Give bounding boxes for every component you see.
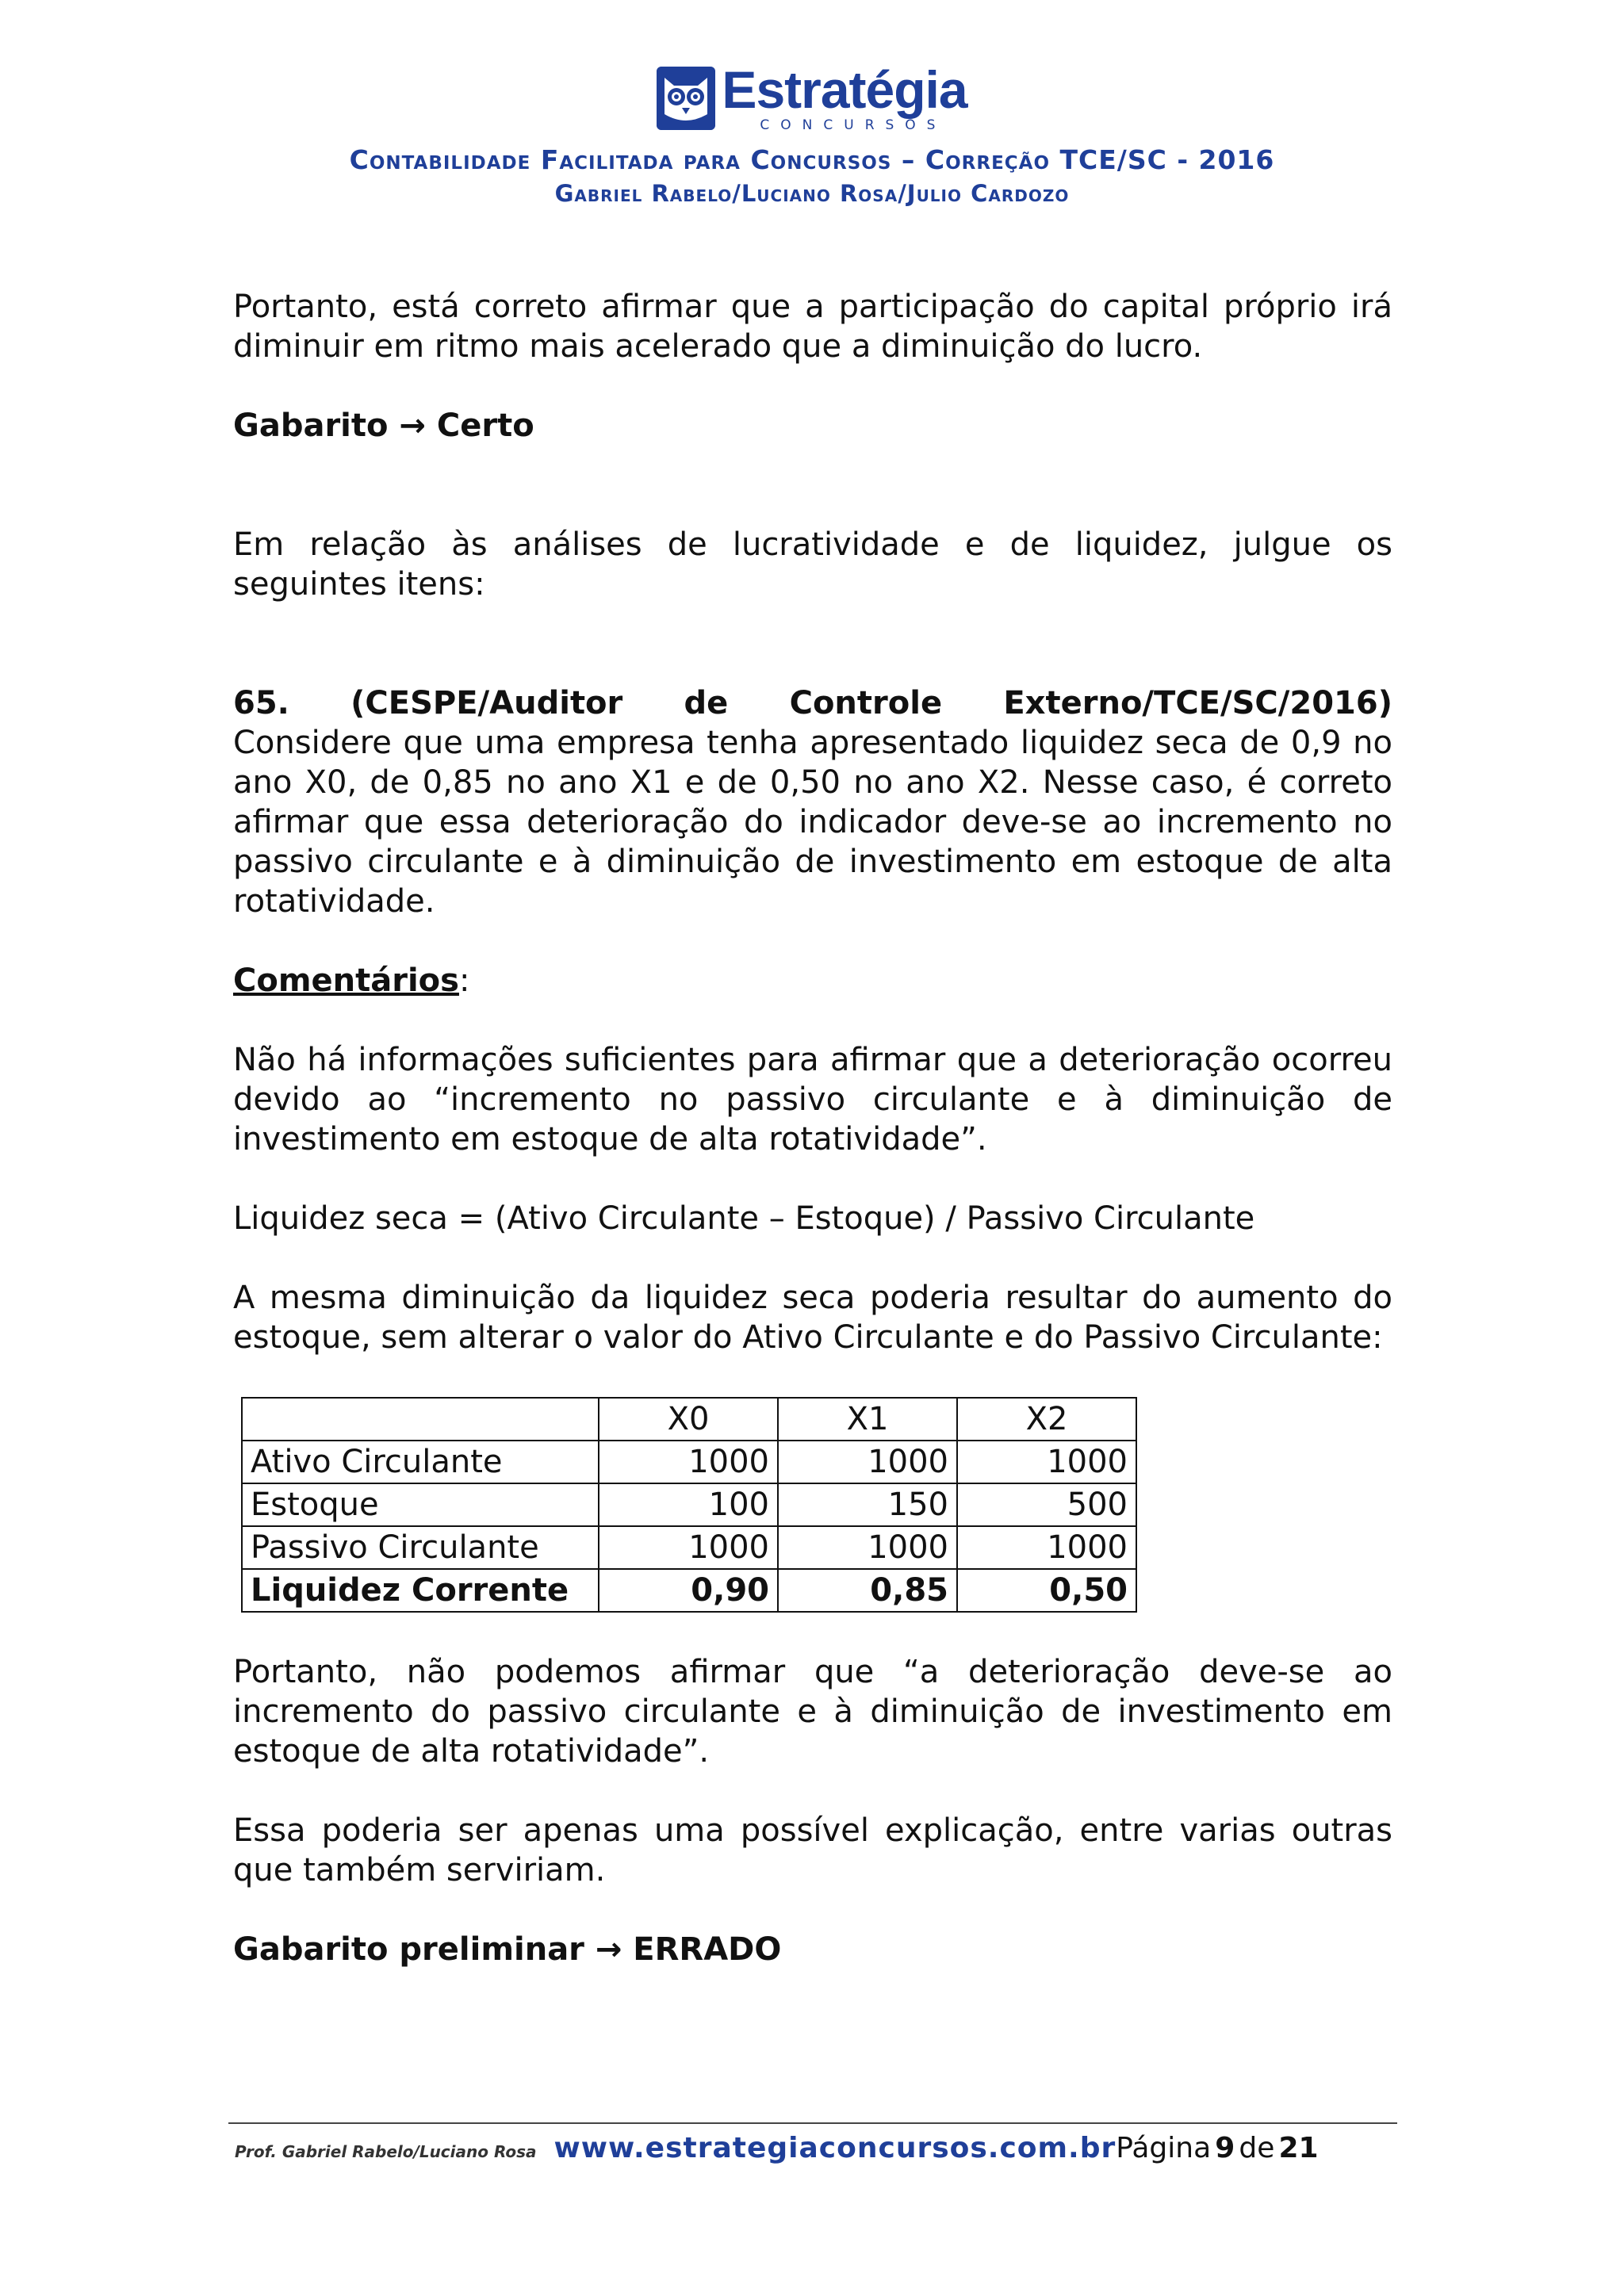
- table-header-row: [242, 1398, 1136, 1441]
- table-corner-cell: [242, 1398, 599, 1441]
- formula-liquidez-seca: Liquidez seca = (Ativo Circulante – Estoque) / Passivo Circulante: [233, 1200, 1255, 1237]
- table-cell: 1000: [957, 1441, 1136, 1483]
- page-header: [0, 60, 1624, 207]
- row-label: Passivo Circulante: [242, 1526, 599, 1569]
- question-header: [233, 683, 1392, 723]
- footer-page-total: 21: [1278, 2132, 1319, 2164]
- question-source-part: Controle: [789, 685, 943, 721]
- table-total-row: [242, 1569, 1136, 1612]
- comment-paragraph: Essa poderia ser apenas uma possível explicação, entre varias outras que também serviriam.: [233, 1812, 1392, 1888]
- authors-line: Gabriel Rabelo/Luciano Rosa/Julio Cardozo: [554, 180, 1070, 207]
- spacer: [233, 485, 1392, 525]
- question-source-part: de: [684, 685, 729, 721]
- row-label: Ativo Circulante: [242, 1441, 599, 1483]
- question-source-part: (CESPE/Auditor: [350, 685, 623, 721]
- liquidity-table: [241, 1397, 1137, 1613]
- estrategia-logo: [657, 60, 967, 133]
- question-text: Considere que uma empresa tenha apresentado liquidez seca de 0,9 no ano X0, de 0,85 no ano X1 e de 0,50 no ano X2. Nesse caso, é correto afirmar que essa deterioração do indicador deve-se ao incremento no passivo circulante e à diminuição de investimento em estoque de alta rotatividade.: [233, 725, 1392, 920]
- row-label: Estoque: [242, 1483, 599, 1526]
- table-cell: 100: [599, 1483, 778, 1526]
- table-cell: 1000: [599, 1526, 778, 1569]
- footer-professor: Prof. Gabriel Rabelo/Luciano Rosa: [235, 2142, 537, 2161]
- paragraph-conclusion: Portanto, está correto afirmar que a participação do capital próprio irá diminuir em ritmo mais acelerado que a diminuição do lucro.: [233, 289, 1392, 365]
- course-title: Contabilidade Facilitada para Concursos – Correção TCE/SC - 2016: [349, 144, 1275, 175]
- gabarito-certo: Gabarito → Certo: [233, 408, 534, 444]
- table-cell: 0,90: [599, 1569, 778, 1612]
- question-source-part: Externo/TCE/SC/2016): [1003, 685, 1392, 721]
- column-header: X1: [778, 1398, 957, 1441]
- table-cell: 1000: [778, 1526, 957, 1569]
- paragraph-intro: Em relação às análises de lucratividade e de liquidez, julgue os seguintes itens:: [233, 526, 1392, 603]
- comentarios-heading: [233, 961, 1392, 1001]
- table-row: [242, 1441, 1136, 1483]
- page-content: [233, 287, 1392, 2009]
- table-row: [242, 1526, 1136, 1569]
- owl-logo-icon: [657, 67, 715, 130]
- column-header: X2: [957, 1398, 1136, 1441]
- footer-page-word: Página: [1116, 2132, 1212, 2164]
- gabarito-errado: Gabarito preliminar → ERRADO: [233, 1931, 782, 1968]
- logo-name: Estratégia: [722, 60, 967, 119]
- page-footer: [228, 2122, 1397, 2164]
- footer-url-link[interactable]: www.estrategiaconcursos.com.br: [553, 2132, 1116, 2164]
- comment-paragraph: Portanto, não podemos afirmar que “a deterioração deve-se ao incremento do passivo circulante e à diminuição de investimento em estoque de alta rotatividade”.: [233, 1654, 1392, 1770]
- logo-subtitle: CONCURSOS: [760, 117, 947, 133]
- comment-paragraph: A mesma diminuição da liquidez seca poderia resultar do aumento do estoque, sem alterar o valor do Ativo Circulante e do Passivo Circulante:: [233, 1280, 1392, 1356]
- comentarios-colon: :: [458, 962, 470, 999]
- footer-page-number: 9: [1215, 2132, 1235, 2164]
- table-cell: 1000: [599, 1441, 778, 1483]
- table-cell: 1000: [778, 1441, 957, 1483]
- footer-of-word: de: [1239, 2132, 1275, 2164]
- table-cell: 150: [778, 1483, 957, 1526]
- table-cell: 0,85: [778, 1569, 957, 1612]
- question-number: 65.: [233, 685, 289, 721]
- row-label: Liquidez Corrente: [242, 1569, 599, 1612]
- table-cell: 1000: [957, 1526, 1136, 1569]
- comment-paragraph: Não há informações suficientes para afirmar que a deterioração ocorreu devido ao “incremento no passivo circulante e à diminuição de investimento em estoque de alta rotatividade”.: [233, 1042, 1392, 1158]
- table-cell: 500: [957, 1483, 1136, 1526]
- spacer: [233, 644, 1392, 683]
- table-cell: 0,50: [957, 1569, 1136, 1612]
- footer-row: [235, 2132, 1397, 2164]
- comentarios-label: Comentários: [233, 962, 459, 999]
- column-header: X0: [599, 1398, 778, 1441]
- table-row: [242, 1483, 1136, 1526]
